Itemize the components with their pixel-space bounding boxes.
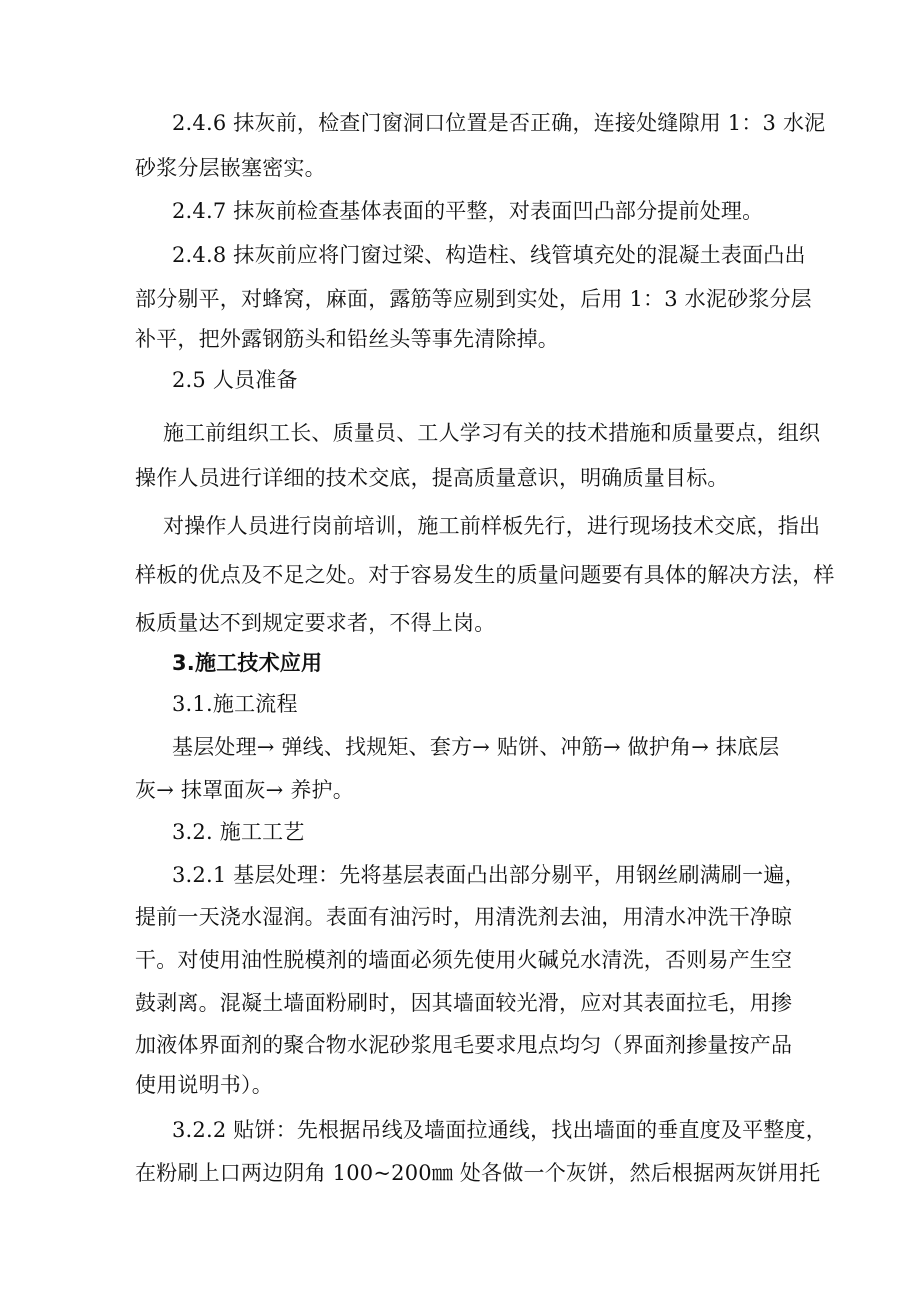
paragraph-line: 灰→ 抹罩面灰→ 养护。: [135, 778, 354, 802]
paragraph-line: 操作人员进行详细的技术交底，提高质量意识，明确质量目标。: [135, 466, 729, 490]
paragraph-line: 在粉刷上口两边阴角 100~200㎜ 处各做一个灰饼，然后根据两灰饼用托: [135, 1161, 821, 1185]
paragraph-line: 2.4.8 抹灰前应将门窗过梁、构造柱、线管填充处的混凝土表面凸出: [172, 243, 806, 267]
paragraph-line: 干。对使用油性脱模剂的墙面必须先使用火碱兑水清洗，否则易产生空: [135, 948, 793, 972]
section-heading: 3.1.施工流程: [172, 692, 298, 716]
paragraph-line: 部分剔平，对蜂窝，麻面，露筋等应剔到实处，后用 1：3 水泥砂浆分层: [135, 287, 812, 311]
paragraph-line: 加液体界面剂的聚合物水泥砂浆甩毛要求甩点均匀（界面剂掺量按产品: [135, 1033, 793, 1057]
paragraph-line: 提前一天浇水湿润。表面有油污时，用清洗剂去油，用清水冲洗干净晾: [135, 905, 793, 929]
paragraph-line: 对操作人员进行岗前培训，施工前样板先行，进行现场技术交底，指出: [163, 514, 821, 538]
paragraph-line: 基层处理→ 弹线、找规矩、套方→ 贴饼、冲筋→ 做护角→ 抹底层: [172, 735, 780, 759]
paragraph-line: 2.4.6 抹灰前，检查门窗洞口位置是否正确，连接处缝隙用 1：3 水泥: [172, 111, 826, 135]
section-heading: 3.2. 施工工艺: [172, 820, 305, 844]
section-heading: 2.5 人员准备: [172, 368, 298, 392]
paragraph-line: 样板的优点及不足之处。对于容易发生的质量问题要有具体的解决方法，样: [135, 563, 835, 587]
paragraph-line: 3.2.2 贴饼：先根据吊线及墙面拉通线，找出墙面的垂直度及平整度，: [172, 1118, 827, 1142]
paragraph-line: 补平，把外露钢筋头和铅丝头等事先清除掉。: [135, 327, 559, 351]
paragraph-line: 施工前组织工长、质量员、工人学习有关的技术措施和质量要点，组织: [163, 421, 821, 445]
paragraph-line: 3.2.1 基层处理：先将基层表面凸出部分剔平，用钢丝刷满刷一遍，: [172, 863, 806, 887]
paragraph-line: 板质量达不到规定要求者，不得上岗。: [135, 611, 496, 635]
paragraph-line: 砂浆分层嵌塞密实。: [135, 156, 326, 180]
paragraph-line: 使用说明书）。: [135, 1073, 273, 1097]
paragraph-line: 鼓剥离。混凝土墙面粉刷时，因其墙面较光滑，应对其表面拉毛，用掺: [135, 991, 793, 1015]
paragraph-line: 2.4.7 抹灰前检查基体表面的平整，对表面凹凸部分提前处理。: [172, 199, 764, 223]
chapter-heading: 3.施工技术应用: [172, 651, 323, 675]
